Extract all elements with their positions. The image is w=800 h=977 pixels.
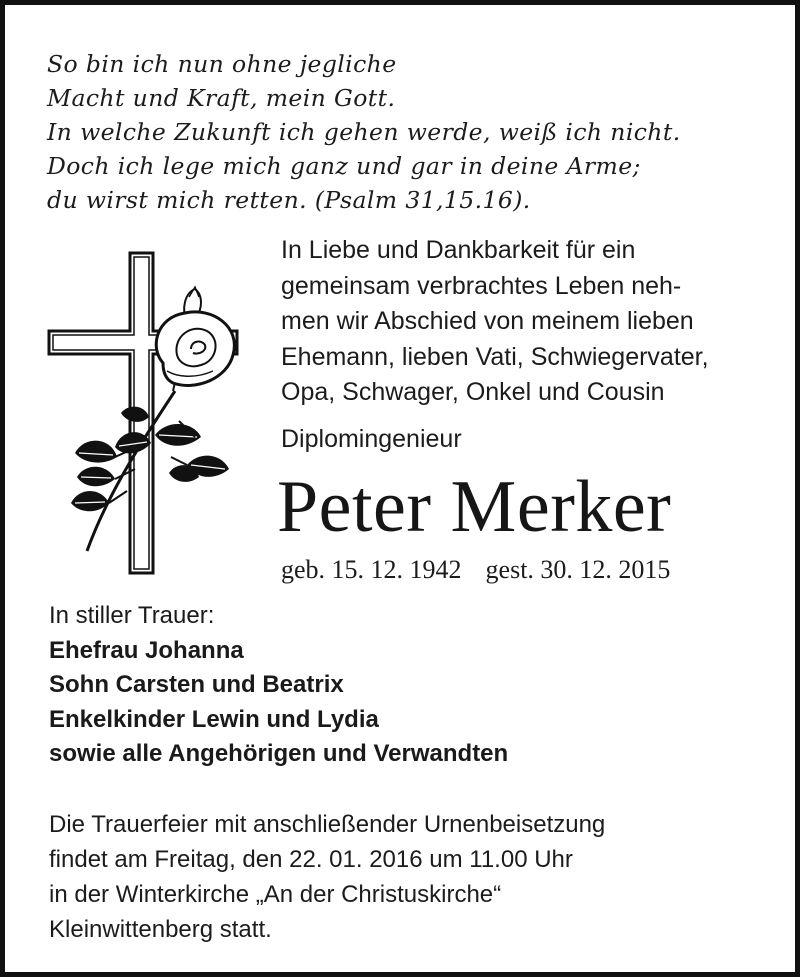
intro-line: In Liebe und Dankbarkeit für ein [281, 236, 636, 264]
deceased-title: Diplomingenieur [281, 425, 462, 453]
mourner-item: sowie alle Angehörigen und Verwandten [49, 740, 509, 767]
psalm-line: du wirst mich retten. (Psalm 31,15.16). [47, 186, 531, 214]
funeral-service-info [49, 807, 605, 947]
service-line: Die Trauerfeier mit anschließender Urnenbeisetzung [49, 811, 606, 838]
mourner-item: Ehefrau Johanna [49, 636, 244, 664]
intro-line: Opa, Schwager, Onkel und Cousin [281, 378, 665, 406]
intro-line: Ehemann, lieben Vati, Schwiegervater, [281, 342, 709, 371]
intro-line: gemeinsam verbrachtes Leben neh- [281, 271, 682, 300]
cross-with-rose-icon [45, 251, 245, 577]
psalm-line: Doch ich lege mich ganz und gar in deine Arme; [47, 152, 641, 180]
mourner-item: Enkelkinder Lewin und Lydia [49, 705, 379, 733]
birth-date: geb. 15. 12. 1942 [281, 555, 462, 584]
life-dates [281, 553, 670, 587]
deceased-name: Peter Merker [277, 466, 672, 548]
death-date: gest. 30. 12. 2015 [485, 555, 671, 584]
psalm-line: In welche Zukunft ich gehen werde, weiß ich nicht. [47, 118, 681, 146]
service-line: Kleinwittenberg statt. [49, 916, 272, 943]
mourners-label: In stiller Trauer: [49, 602, 215, 629]
psalm-line: Macht und Kraft, mein Gott. [47, 84, 396, 112]
service-line: in der Winterkirche „An der Christuskirche“ [49, 881, 502, 908]
intro-line: men wir Abschied von meinem lieben [281, 307, 694, 335]
service-line: findet am Freitag, den 22. 01. 2016 um 11.00 Uhr [49, 846, 573, 873]
mourner-item: Sohn Carsten und Beatrix [49, 671, 344, 698]
psalm-line: So bin ich nun ohne jegliche [47, 50, 397, 78]
psalm-quote [47, 47, 681, 217]
mourners-list [49, 599, 508, 772]
intro-text [281, 233, 709, 411]
